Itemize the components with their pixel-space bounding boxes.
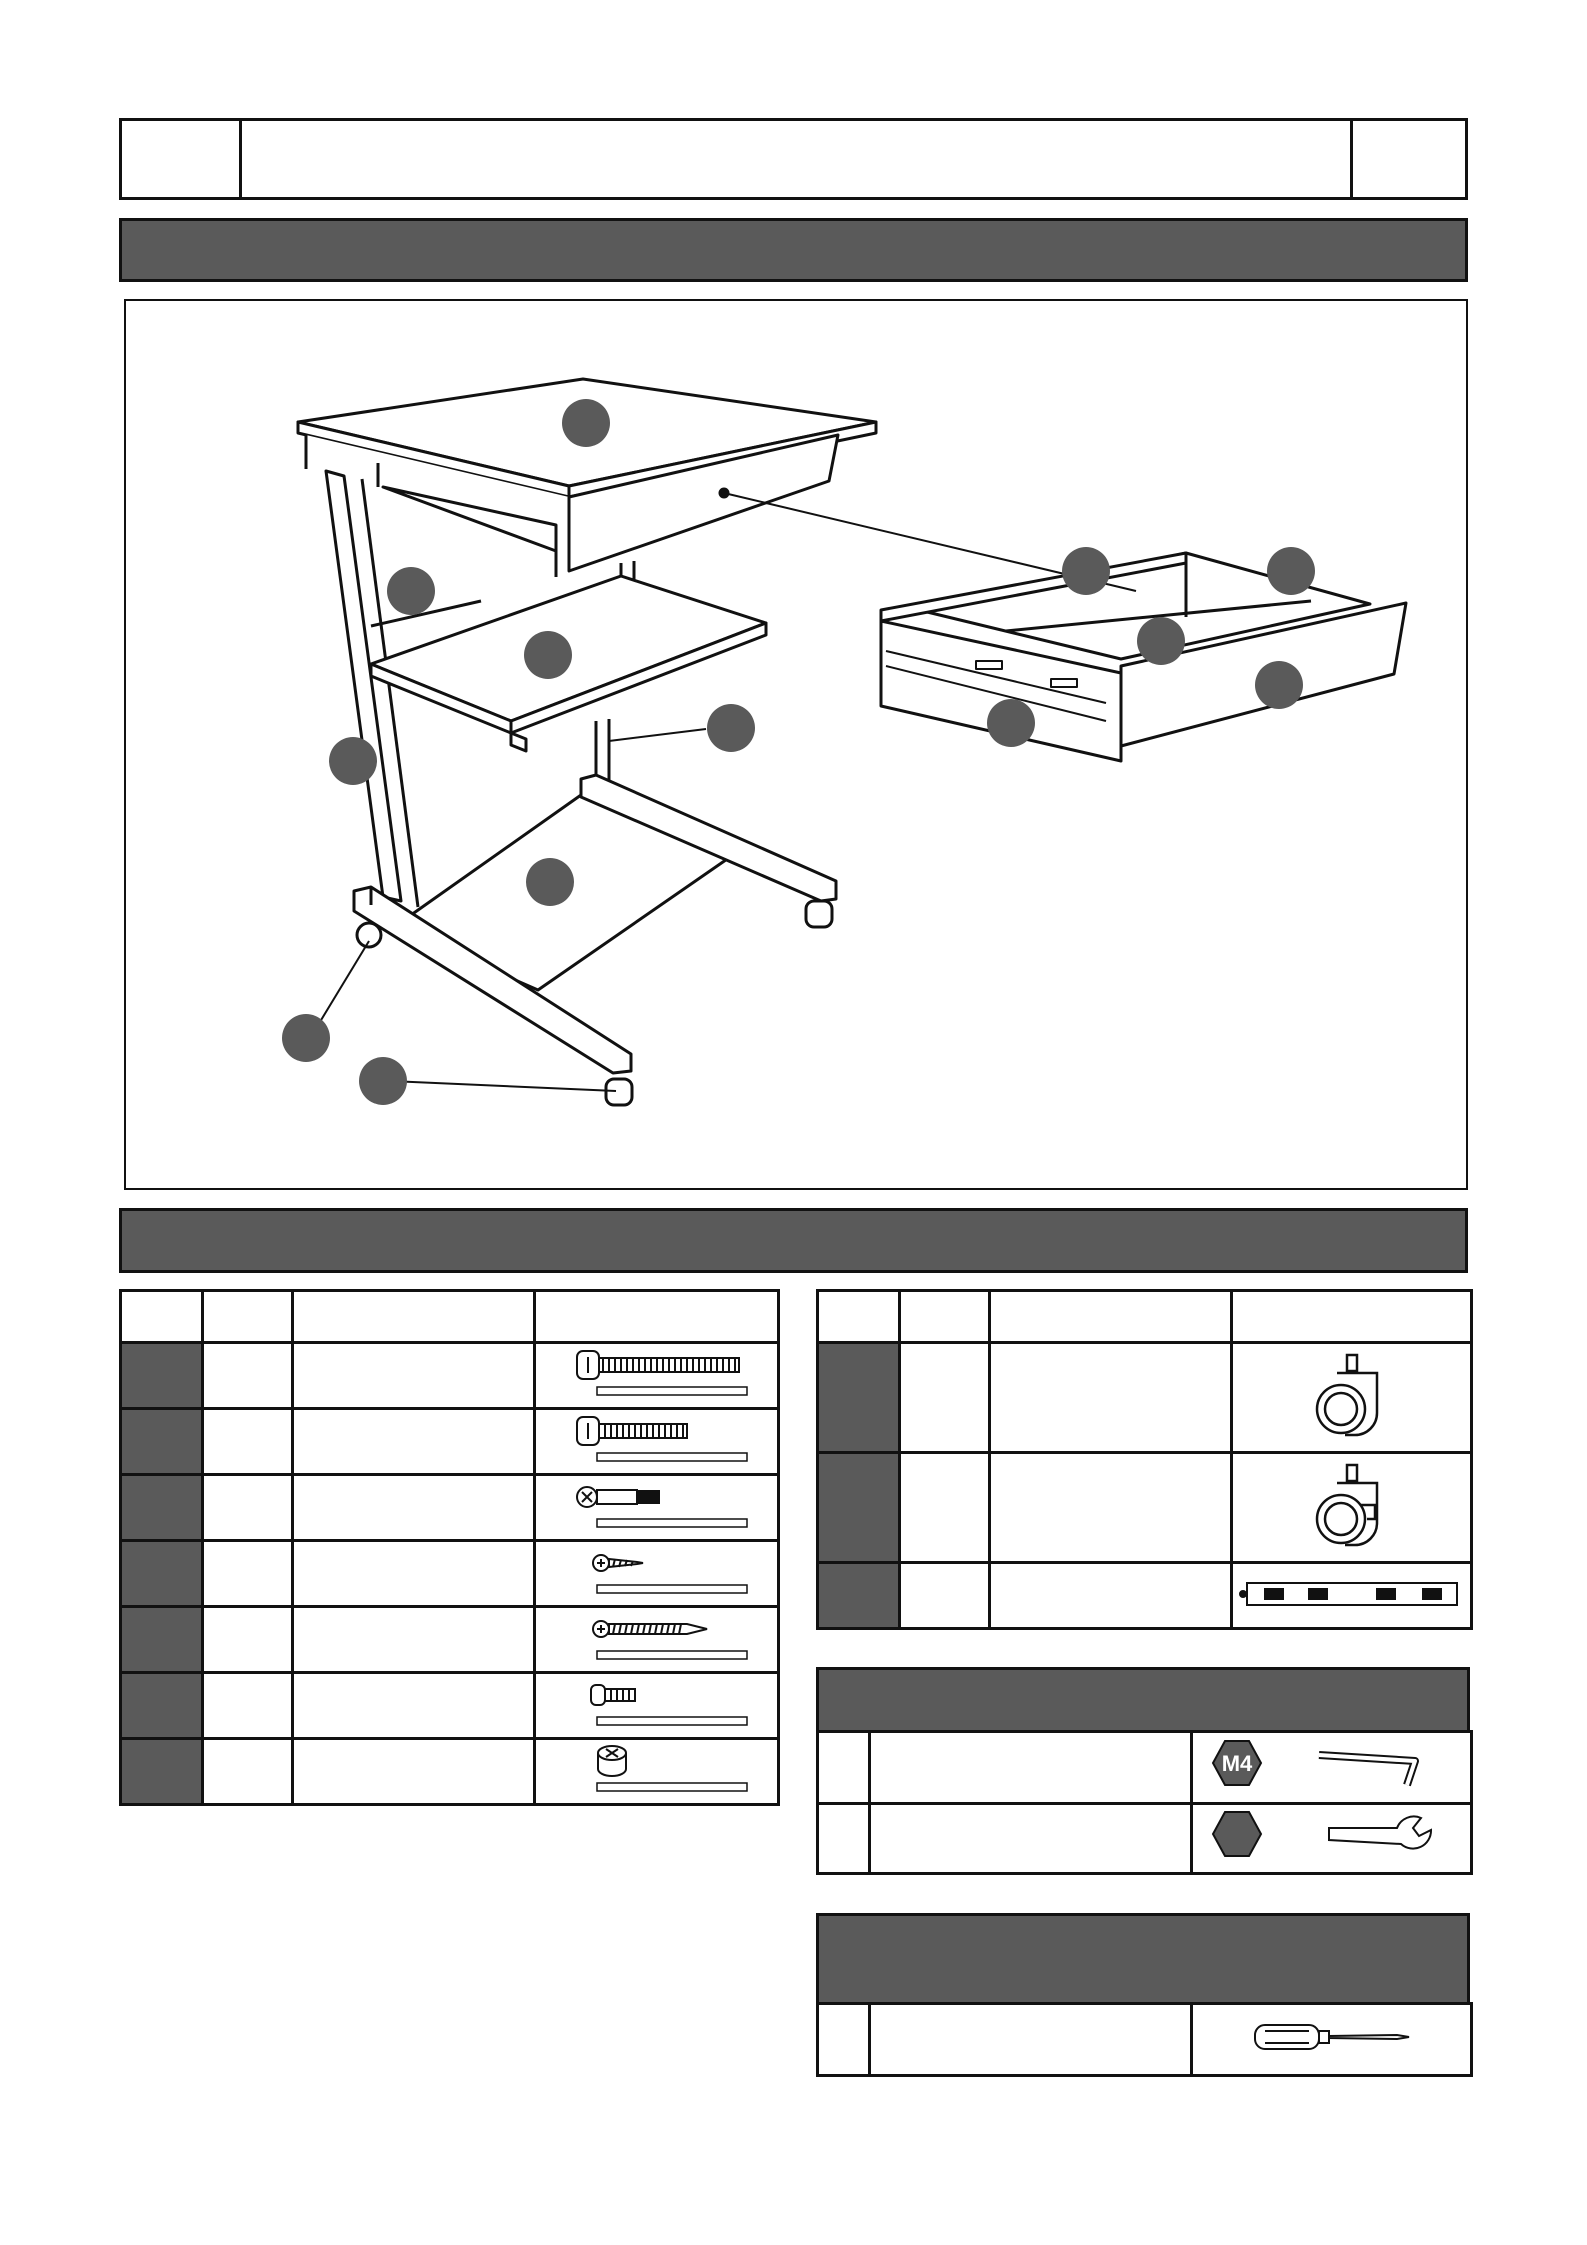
table-row [818, 1453, 1472, 1563]
part-qty [900, 1563, 990, 1629]
part-image [535, 1343, 779, 1409]
tool-id [818, 1732, 870, 1804]
header-title-cell [242, 121, 1350, 197]
callout-drawer-side-left [987, 699, 1035, 747]
hex-size-label: M4 [1221, 1750, 1252, 1776]
short-screw-icon [557, 1675, 757, 1731]
part-name [990, 1453, 1232, 1563]
table-row [121, 1475, 779, 1541]
cam-lock-icon [557, 1741, 757, 1797]
part-qty [203, 1739, 293, 1805]
callout-top-panel [562, 399, 610, 447]
part-id [121, 1343, 203, 1409]
allen-key-icon [1197, 1735, 1467, 1795]
table-header-row [121, 1291, 779, 1343]
header-right-cell [1350, 121, 1465, 197]
part-name [293, 1673, 535, 1739]
table-row [121, 1343, 779, 1409]
part-id [818, 1453, 900, 1563]
page-header [119, 118, 1468, 200]
part-name [293, 1607, 535, 1673]
hardware-table-left [119, 1289, 780, 1806]
callout-back-leg [707, 704, 755, 752]
tool-image [1192, 2004, 1472, 2076]
tools-required-bar [816, 1913, 1470, 2005]
part-image [535, 1409, 779, 1475]
col-header-qty [203, 1291, 293, 1343]
part-id [121, 1475, 203, 1541]
part-qty [900, 1343, 990, 1453]
part-qty [203, 1409, 293, 1475]
tool-name [870, 2004, 1192, 2076]
part-id [121, 1673, 203, 1739]
table-row [121, 1409, 779, 1475]
part-name [990, 1343, 1232, 1453]
part-image [535, 1541, 779, 1607]
part-qty [203, 1541, 293, 1607]
long-bolt-icon [557, 1345, 757, 1401]
table-row [121, 1739, 779, 1805]
table-row [818, 2004, 1472, 2076]
callout-caster [282, 1014, 330, 1062]
part-qty [203, 1607, 293, 1673]
part-id [818, 1563, 900, 1629]
part-qty [203, 1343, 293, 1409]
part-name [293, 1475, 535, 1541]
tools-required-table [816, 2002, 1473, 2077]
callout-middle-shelf [524, 631, 572, 679]
callout-left-leg [329, 737, 377, 785]
part-qty [203, 1475, 293, 1541]
tool-image [1192, 1804, 1472, 1874]
col-header-name [990, 1291, 1232, 1343]
part-qty [203, 1673, 293, 1739]
tools-included-bar [816, 1667, 1470, 1733]
cart-diagram-svg [126, 301, 1466, 1188]
part-name [293, 1343, 535, 1409]
tool-id [818, 2004, 870, 2076]
caster-icon [1307, 1347, 1397, 1443]
parts-diagram [124, 299, 1468, 1190]
tools-included-table [816, 1730, 1473, 1875]
part-qty [900, 1453, 990, 1563]
table-row [818, 1804, 1472, 1874]
col-header-image [535, 1291, 779, 1343]
part-image [535, 1607, 779, 1673]
small-screw-icon [557, 1543, 757, 1599]
part-image [535, 1673, 779, 1739]
table-row [121, 1673, 779, 1739]
callout-locking-caster [359, 1057, 407, 1105]
col-header-image [1232, 1291, 1472, 1343]
table-header-row [818, 1291, 1472, 1343]
part-image [1232, 1453, 1472, 1563]
callout-drawer-back [1062, 547, 1110, 595]
callout-back-panel [387, 567, 435, 615]
col-header-name [293, 1291, 535, 1343]
table-row [818, 1732, 1472, 1804]
col-header-id [818, 1291, 900, 1343]
part-id [121, 1607, 203, 1673]
cam-bolt-icon [557, 1477, 757, 1533]
callout-drawer-side-right [1267, 547, 1315, 595]
part-image [535, 1739, 779, 1805]
table-row [818, 1563, 1472, 1629]
part-name [990, 1563, 1232, 1629]
short-bolt-icon [557, 1411, 757, 1467]
wood-screw-icon [557, 1609, 757, 1665]
tool-image [1192, 1732, 1472, 1804]
tool-id [818, 1804, 870, 1874]
wrench-icon [1197, 1806, 1467, 1866]
part-image [1232, 1563, 1472, 1629]
table-row [121, 1607, 779, 1673]
part-name [293, 1409, 535, 1475]
part-name [293, 1541, 535, 1607]
drawer-slide-icon [1237, 1573, 1467, 1613]
tool-name [870, 1732, 1192, 1804]
screwdriver-icon [1247, 2017, 1417, 2057]
part-id [818, 1343, 900, 1453]
callout-drawer-bottom [1137, 617, 1185, 665]
table-row [818, 1343, 1472, 1453]
part-id [121, 1541, 203, 1607]
callout-lower-shelf [526, 858, 574, 906]
part-image [1232, 1343, 1472, 1453]
col-header-qty [900, 1291, 990, 1343]
col-header-id [121, 1291, 203, 1343]
part-id [121, 1739, 203, 1805]
parts-section-bar [119, 218, 1468, 282]
hardware-section-bar [119, 1208, 1468, 1273]
hardware-table-right [816, 1289, 1473, 1630]
part-name [293, 1739, 535, 1805]
part-id [121, 1409, 203, 1475]
tool-name [870, 1804, 1192, 1874]
locking-caster-icon [1307, 1457, 1397, 1553]
callout-drawer-front [1255, 661, 1303, 709]
part-image [535, 1475, 779, 1541]
header-left-cell [122, 121, 242, 197]
table-row [121, 1541, 779, 1607]
